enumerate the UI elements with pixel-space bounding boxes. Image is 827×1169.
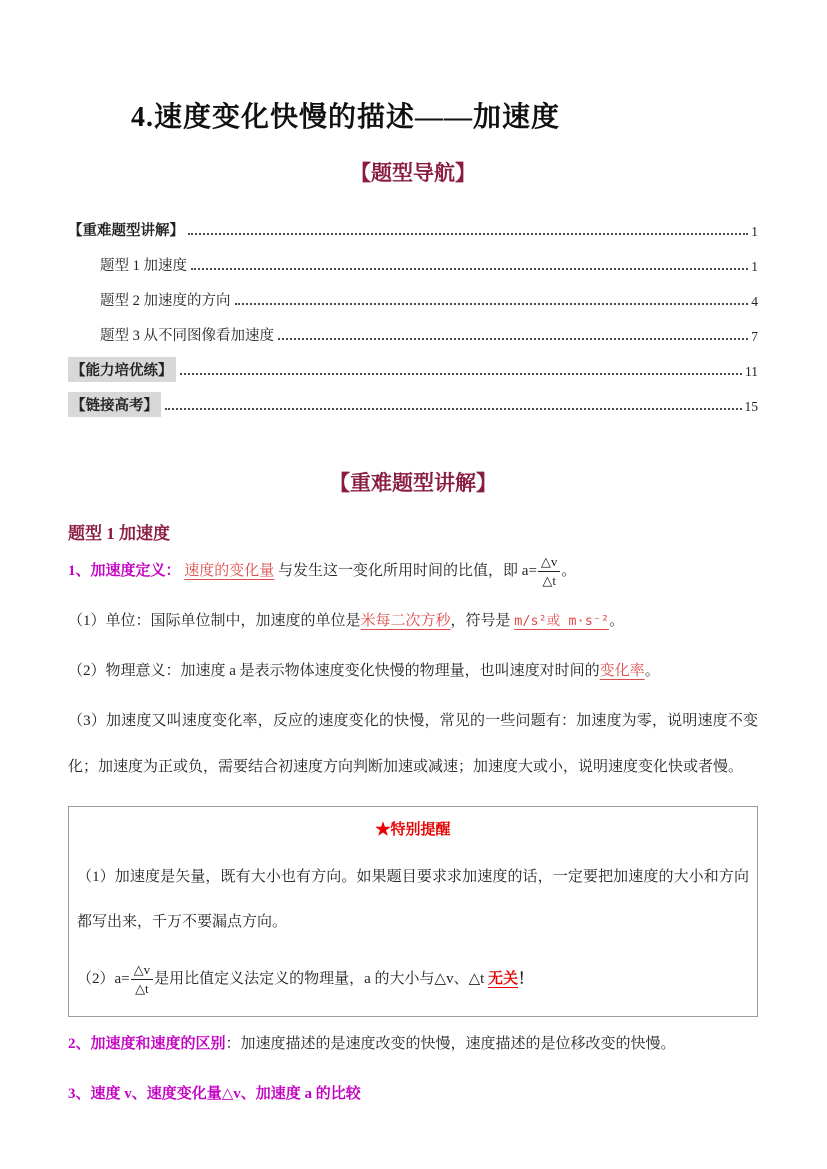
toc-page-number: 1 <box>751 224 758 239</box>
comparison-label: 3、速度 v、速度变化量△v、加速度 a 的比较 <box>68 1086 361 1102</box>
nav-heading: 【题型导航】 <box>350 161 476 185</box>
table-of-contents <box>68 207 758 417</box>
difference-label: 2、加速度和速度的区别 <box>68 1036 226 1052</box>
unit-paragraph <box>68 598 758 644</box>
definition-text: 与发生这一变化所用时间的比值，即 a= <box>278 563 537 579</box>
comparison-heading <box>68 1071 758 1117</box>
toc-page-number: 15 <box>744 399 758 414</box>
toc-page-number: 4 <box>751 294 758 309</box>
reminder2-exclamation: ！ <box>518 971 534 987</box>
fraction-numerator: △v <box>538 554 561 572</box>
special-reminder-box <box>68 806 758 1017</box>
difference-text: ：加速度描述的是速度改变的快慢，速度描述的是位移改变的快慢。 <box>225 1036 676 1052</box>
reminder-item-2 <box>77 957 749 1002</box>
toc-page-number: 11 <box>745 364 758 379</box>
unit-key-term: 米每二次方秒 <box>360 613 451 629</box>
reminder-item-1: （1）加速度是矢量，既有大小也有方向。如果题目要求求加速度的话，一定要把加速度的大小和方向都写出来，千万不要漏点方向。 <box>77 869 749 930</box>
delta-v-over-delta-t-fraction <box>131 962 154 998</box>
fraction-denominator: △t <box>542 573 556 589</box>
unit-text-mid: ，符号是 <box>450 613 515 629</box>
document-title: 4.速度变化快慢的描述——加速度 <box>131 102 561 133</box>
toc-entry-type1[interactable] <box>68 242 758 277</box>
toc-entry-label: 题型 1 加速度 <box>100 258 187 274</box>
toc-entry-label: 题型 2 加速度的方向 <box>100 293 231 309</box>
reminder2-mid: 是用比值定义法定义的物理量，a 的大小与△v、△t <box>154 971 489 987</box>
toc-entry-lianjie[interactable] <box>68 382 758 417</box>
reminder2-key-term: 无关 <box>488 971 519 987</box>
toc-dot-leader <box>278 338 748 340</box>
meaning-text-prefix: （2）物理意义：加速度 a 是表示物体速度变化快慢的物理量，也叫速度对时间的 <box>68 663 600 679</box>
toc-dot-leader <box>165 408 742 410</box>
fraction-numerator: △v <box>131 962 154 980</box>
rate-of-change-paragraph: （3）加速度又叫速度变化率，反应的速度变化的快慢，常见的一些问题有：加速度为零，说明速度不变化；加速度为正或负，需要结合初速度方向判断加速或减速；加速度大或小，说明速度变化快或者慢。 <box>68 713 758 775</box>
toc-entry-label: 【重难题型讲解】 <box>68 223 184 239</box>
definition-paragraph <box>68 548 758 594</box>
difference-paragraph <box>68 1021 758 1067</box>
toc-entry-nengli[interactable] <box>68 347 758 382</box>
unit-text-suffix: 。 <box>609 613 625 629</box>
toc-entry-zhongnan[interactable] <box>68 207 758 242</box>
toc-entry-label-highlighted: 【链接高考】 <box>68 392 161 417</box>
toc-dot-leader <box>191 268 748 270</box>
delta-v-over-delta-t-fraction <box>538 554 561 590</box>
toc-entry-label-highlighted: 【能力培优练】 <box>68 357 176 382</box>
meaning-key-term: 变化率 <box>599 663 645 679</box>
definition-label: 1、加速度定义： <box>68 563 181 579</box>
toc-entry-type3[interactable] <box>68 312 758 347</box>
toc-dot-leader <box>188 233 748 235</box>
toc-dot-leader <box>235 303 749 305</box>
section-heading: 【重难题型讲解】 <box>329 471 497 495</box>
definition-period: 。 <box>561 563 577 579</box>
toc-entry-type2[interactable] <box>68 277 758 312</box>
reminder-title: ★特别提醒 <box>375 822 451 838</box>
toc-entry-label: 题型 3 从不同图像看加速度 <box>100 328 274 344</box>
physical-meaning-paragraph <box>68 648 758 694</box>
definition-key-term: 速度的变化量 <box>184 563 275 579</box>
toc-dot-leader <box>180 373 743 375</box>
toc-page-number: 1 <box>751 259 758 274</box>
toc-page-number: 7 <box>751 329 758 344</box>
unit-symbols: m/s²或 m·s⁻² <box>514 613 610 629</box>
meaning-text-suffix: 。 <box>644 663 660 679</box>
fraction-denominator: △t <box>135 981 149 997</box>
subsection-heading: 题型 1 加速度 <box>68 524 170 543</box>
unit-text-prefix: （1）单位：国际单位制中，加速度的单位是 <box>68 613 361 629</box>
reminder2-prefix: （2）a= <box>77 971 130 987</box>
